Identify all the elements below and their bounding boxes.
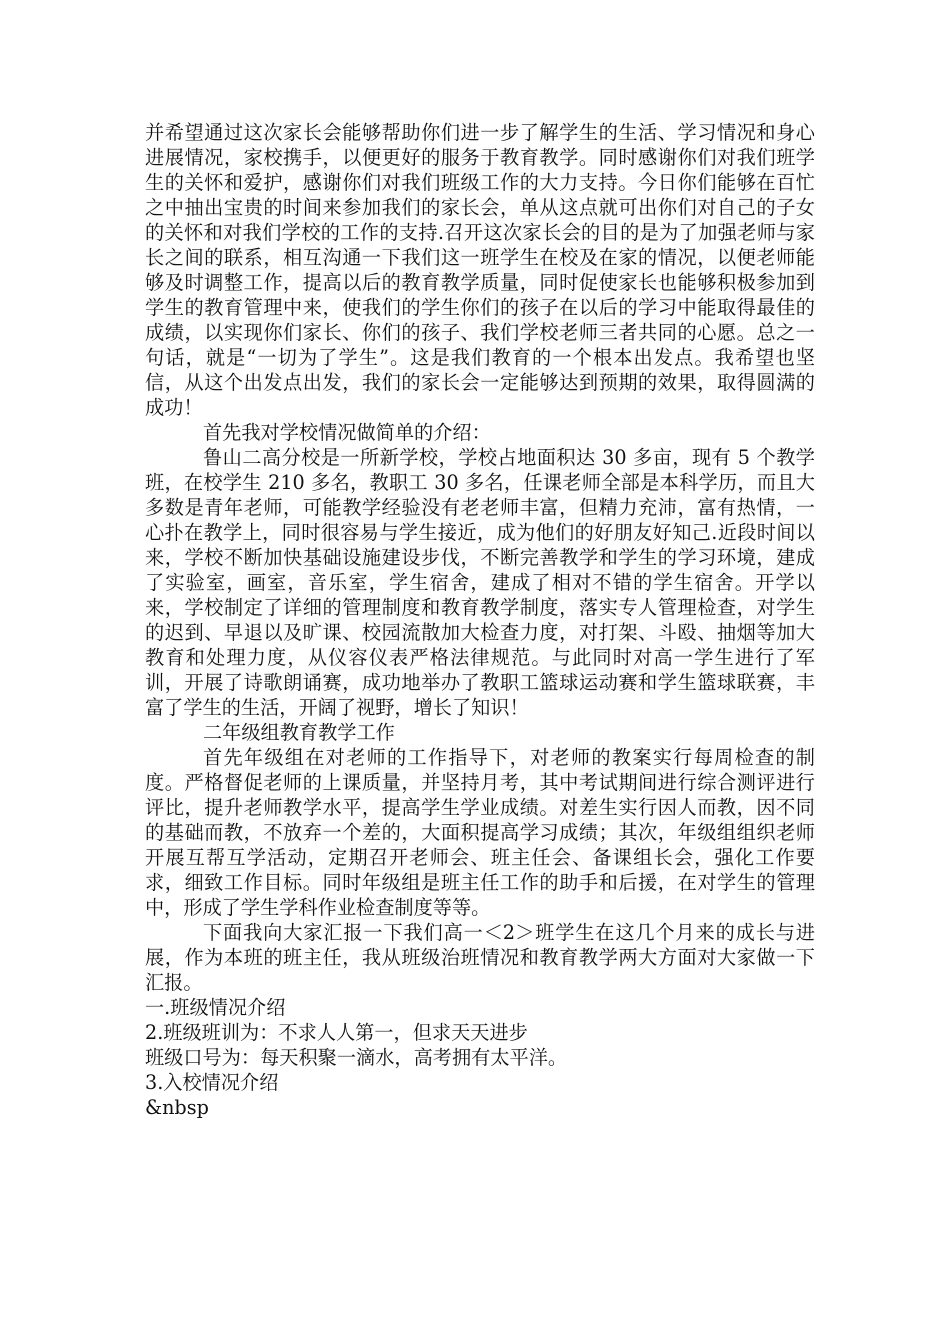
nbsp-text: &nbsp (145, 1096, 209, 1119)
paragraph-parent-thanks: 并希望通过这次家长会能够帮助你们进一步了解学生的生活、学习情况和身心进展情况，家校携手，以便更好的服务于教育教学。同时感谢你们对我们班学生的关怀和爱护，感谢你们对我们班级工作的大力支持。今日你们能够在百忙之中抽出宝贵的时间来参加我们的家长会，单从这点就可出你们对自己的子女的关怀和对我们学校的工作的支持.召开这次家长会的目的是为了加强老师与家长之间的联系，相互沟通一下我们这一班学生在校及在家的情况，以便老师能够及时调整工作，提高以后的教育教学质量，同时促使家长也能够积极参加到学生的教育管理中来，使我们的学生你们的孩子在以后的学习中能取得最佳的成绩，以实现你们家长、你们的孩子、我们学校老师三者共同的心愿。总之一句话，就是“一切为了学生”。这是我们教育的一个根本出发点。我希望也坚信，从这个出发点出发，我们的家长会一定能够达到预期的效果，取得圆满的成功！ (145, 121, 815, 419)
paragraph-grade-work: 首先年级组在对老师的工作指导下，对老师的教案实行每周检查的制度。严格督促老师的上课质量，并坚持月考，其中考试期间进行综合测评进行评比，提升老师教学水平，提高学生学业成绩。对差生实行因人而教，因不同的基础而教，不放弃一个差的，大面积提高学习成绩；其次，年级组组织老师开展互帮互学活动，定期召开老师会、班主任会、备课组长会，强化工作要求，细致工作目标。同时年级组是班主任工作的助手和后援，在对学生的管理中，形成了学生学科作业检查制度等等。 (145, 746, 815, 919)
paragraph-school-intro-heading: 首先我对学校情况做简单的介绍： (203, 421, 491, 444)
paragraph-grade-work-heading: 二年级组教育教学工作 (203, 721, 395, 744)
paragraph-class-report: 下面我向大家汇报一下我们高一＜2＞班学生在这几个月来的成长与进展，作为本班的班主任，我从班级治班情况和教育教学两大方面对大家做一下汇报。 (145, 921, 815, 994)
section-heading-class-intro: 一.班级情况介绍 (145, 996, 286, 1019)
paragraph-school-intro: 鲁山二高分校是一所新学校，学校占地面积达 30 多亩，现有 5 个教学班，在校学生 210 多名，教职工 30 多名，任课老师全部是本科学历，而且大多数是青年老师，可能教学经验没有老老师丰富，但精力充沛，富有热情，一心扑在教学上，同时很容易与学生接近，成为他们的好朋友好知己.近段时间以来，学校不断加快基础设施建设步伐，不断完善教学和学生的学习环境，建成了实验室，画室，音乐室，学生宿舍，建成了相对不错的学生宿舍。开学以来，学校制定了详细的管理制度和教育教学制度，落实专人管理检查，对学生的迟到、早退以及旷课、校园流散加大检查力度，对打架、斗殴、抽烟等加大教育和处理力度，从仪容仪表严格法律规范。与此同时对高一学生进行了军训，开展了诗歌朗诵赛，成功地举办了教职工篮球运动赛和学生篮球联赛，丰富了学生的生活，开阔了视野，增长了知识！ (145, 446, 815, 719)
class-motto: 2.班级班训为：不求人人第一，但求天天进步 (145, 1021, 528, 1044)
document-body (145, 120, 815, 1120)
section-heading-enrollment: 3.入校情况介绍 (145, 1071, 279, 1094)
class-slogan: 班级口号为：每天积聚一滴水，高考拥有太平洋。 (145, 1046, 568, 1069)
